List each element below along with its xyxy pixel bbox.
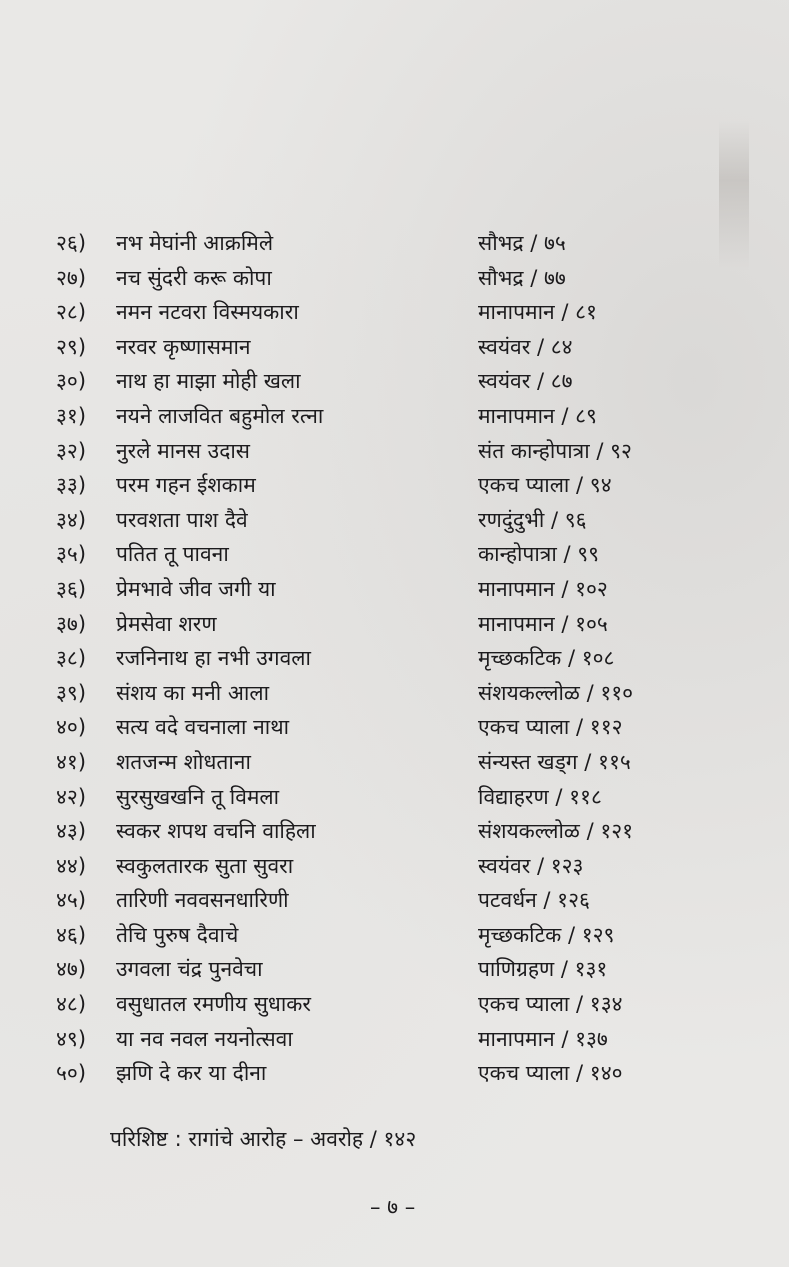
play-page-reference: रणदुंदुभी / ९६ — [478, 507, 587, 532]
entry-number: ४०) — [56, 715, 87, 740]
entry-number: ३४) — [56, 507, 87, 532]
song-title: प्रेमभावे जीव जगी या — [116, 576, 276, 601]
play-page-reference: एकच प्याला / १४० — [478, 1061, 623, 1086]
song-title: सुरसुखखनि तू विमला — [116, 784, 280, 809]
song-title: परवशता पाश दैवे — [116, 507, 248, 532]
play-page-reference: पटवर्धन / १२६ — [478, 888, 590, 913]
song-title: तारिणी नववसनधारिणी — [116, 888, 289, 913]
play-page-reference: संन्यस्त खड्ग / ११५ — [478, 749, 631, 774]
song-title: या नव नवल नयनोत्सवा — [116, 1026, 293, 1051]
song-title: संशय का मनी आला — [116, 680, 270, 705]
play-page-reference: मृच्छकटिक / १०८ — [478, 646, 615, 671]
entry-number: ४६) — [56, 922, 87, 947]
play-page-reference: एकच प्याला / ९४ — [478, 473, 612, 498]
toc-entry — [56, 503, 696, 538]
song-title: नमन नटवरा विस्मयकारा — [116, 300, 299, 325]
toc-entry — [56, 1022, 696, 1057]
entry-number: २९) — [56, 334, 87, 359]
play-page-reference: स्वयंवर / १२३ — [478, 853, 584, 878]
toc-entry — [56, 226, 696, 261]
toc-entry — [56, 434, 696, 469]
toc-entry — [56, 1056, 696, 1091]
play-page-reference: कान्होपात्रा / ९९ — [478, 542, 600, 567]
play-page-reference: मानापमान / १३७ — [478, 1026, 608, 1051]
song-title: नाथ हा माझा मोही खला — [116, 369, 301, 394]
toc-entry — [56, 814, 696, 849]
song-title: परम गहन ईशकाम — [116, 473, 256, 498]
toc-entry — [56, 883, 696, 918]
toc-entry — [56, 364, 696, 399]
toc-entry — [56, 676, 696, 711]
entry-number: ४२) — [56, 784, 87, 809]
play-page-reference: एकच प्याला / ११२ — [478, 715, 623, 740]
toc-entry — [56, 745, 696, 780]
play-page-reference: मानापमान / ८१ — [478, 300, 597, 325]
entry-number: ४५) — [56, 888, 87, 913]
song-title: नुरले मानस उदास — [116, 438, 250, 463]
entry-number: २७) — [56, 265, 87, 290]
page-number: – ७ – — [370, 1195, 416, 1219]
song-title: शतजन्म शोधताना — [116, 749, 251, 774]
entry-number: ४४) — [56, 853, 87, 878]
song-title: उगवला चंद्र पुनवेचा — [116, 957, 263, 982]
song-title: स्वकर शपथ वचनि वाहिला — [116, 819, 316, 844]
play-page-reference: मानापमान / १०५ — [478, 611, 608, 636]
entry-number: ४३) — [56, 819, 87, 844]
play-page-reference: संशयकल्लोळ / १२१ — [478, 819, 634, 844]
play-page-reference: सौभद्र / ७५ — [478, 231, 566, 255]
song-title: स्वकुलतारक सुता सुवरा — [116, 853, 294, 878]
entry-number: २६) — [56, 231, 87, 255]
toc-entry — [56, 952, 696, 987]
song-title: नभ मेघांनी आक्रमिले — [116, 231, 274, 255]
play-page-reference: संत कान्होपात्रा / ९२ — [478, 438, 632, 463]
appendix-entry: परिशिष्ट : रागांचे आरोह – अवरोह / १४२ — [110, 1127, 417, 1151]
entry-number: ४८) — [56, 992, 87, 1017]
entry-number: ३५) — [56, 542, 87, 567]
toc-entry — [56, 399, 696, 434]
play-page-reference: पाणिग्रहण / १३१ — [478, 957, 608, 982]
toc-entry — [56, 918, 696, 953]
paper-bleed-through — [719, 120, 749, 270]
entry-number: ३९) — [56, 680, 87, 705]
play-page-reference: एकच प्याला / १३४ — [478, 992, 623, 1017]
play-page-reference: सौभद्र / ७७ — [478, 265, 566, 290]
play-page-reference: स्वयंवर / ८४ — [478, 334, 573, 359]
song-title: नरवर कृष्णासमान — [116, 334, 251, 359]
entry-number: ३१) — [56, 403, 87, 428]
song-title: नयने लाजवित बहुमोल रत्ना — [116, 403, 324, 428]
toc-entry — [56, 572, 696, 607]
toc-entry — [56, 537, 696, 572]
toc-entry — [56, 987, 696, 1022]
entry-number: ४७) — [56, 957, 87, 982]
toc-entry — [56, 641, 696, 676]
toc-entry — [56, 849, 696, 884]
entry-number: ४१) — [56, 749, 87, 774]
song-title: पतित तू पावना — [116, 542, 229, 567]
play-page-reference: स्वयंवर / ८७ — [478, 369, 573, 394]
entry-number: ४९) — [56, 1026, 87, 1051]
entry-number: ३३) — [56, 473, 87, 498]
play-page-reference: विद्याहरण / ११८ — [478, 784, 602, 809]
toc-entry — [56, 261, 696, 296]
song-title: तेचि पुरुष दैवाचे — [116, 922, 239, 947]
toc-entry — [56, 710, 696, 745]
song-title: सत्य वदे वचनाला नाथा — [116, 715, 290, 740]
entry-number: ५०) — [56, 1061, 87, 1086]
toc-entry — [56, 607, 696, 642]
toc-entry — [56, 468, 696, 503]
table-of-contents — [56, 226, 696, 1091]
entry-number: ३६) — [56, 576, 87, 601]
entry-number: ३०) — [56, 369, 87, 394]
song-title: रजनिनाथ हा नभी उगवला — [116, 646, 311, 671]
entry-number: २८) — [56, 300, 87, 325]
toc-entry — [56, 330, 696, 365]
entry-number: ३७) — [56, 611, 87, 636]
entry-number: ३८) — [56, 646, 87, 671]
song-title: वसुधातल रमणीय सुधाकर — [116, 992, 311, 1017]
toc-entry — [56, 295, 696, 330]
entry-number: ३२) — [56, 438, 87, 463]
play-page-reference: संशयकल्लोळ / ११० — [478, 680, 634, 705]
song-title: प्रेमसेवा शरण — [116, 611, 217, 636]
play-page-reference: मानापमान / ८९ — [478, 403, 597, 428]
song-title: नच सुंदरी करू कोपा — [116, 265, 272, 290]
play-page-reference: मृच्छकटिक / १२९ — [478, 922, 615, 947]
play-page-reference: मानापमान / १०२ — [478, 576, 608, 601]
song-title: झणि दे कर या दीना — [116, 1061, 267, 1086]
toc-entry — [56, 780, 696, 815]
